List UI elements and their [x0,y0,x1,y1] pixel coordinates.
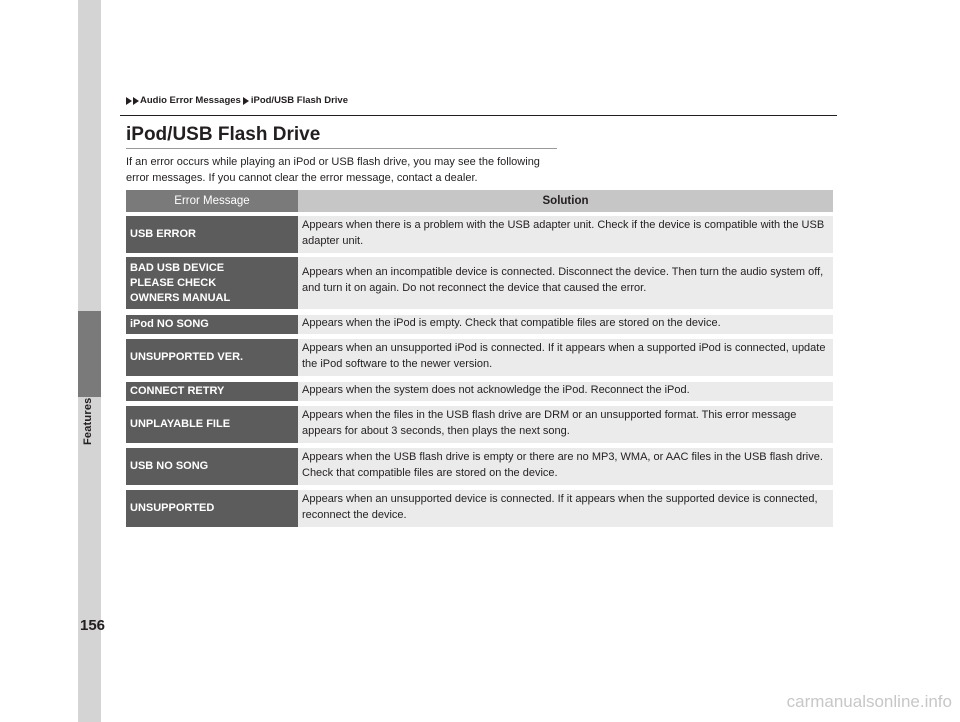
solution-cell: Appears when an unsupported device is connected. If it appears when the supported device is connected, reconnect the device. [298,490,833,527]
breadcrumb-arrow-icon [126,97,132,105]
table-row [126,315,833,334]
breadcrumb-item[interactable]: Audio Error Messages [140,95,241,106]
breadcrumb [126,95,348,106]
watermark: carmanualsonline.info [786,692,952,711]
error-message-cell [126,406,298,443]
error-message-cell [126,448,298,485]
table-row [126,382,833,401]
breadcrumb-item: iPod/USB Flash Drive [250,95,348,106]
table-row [126,216,833,253]
error-message-text: CONNECT RETRY [130,385,225,397]
error-message-cell [126,339,298,376]
error-message-cell [126,490,298,527]
solution-cell: Appears when the iPod is empty. Check that compatible files are stored on the device. [298,315,833,334]
breadcrumb-arrow-icon [243,97,249,105]
solution-cell: Appears when the files in the USB flash drive are DRM or an unsupported format. This error message appears for about 3 seconds, then plays the next song. [298,406,833,443]
error-message-table [126,190,833,527]
title-divider [126,148,557,149]
page-title: iPod/USB Flash Drive [126,124,321,145]
error-message-text: UNSUPPORTED VER. [130,351,244,363]
solution-cell: Appears when there is a problem with the USB adapter unit. Check if the device is compatible with the USB adapter unit. [298,216,833,253]
error-message-text: iPod NO SONG [130,318,209,330]
header-divider [120,115,837,116]
solution-cell: Appears when an incompatible device is connected. Disconnect the device. Then turn the audio system off, and turn it on again. Do not reconnect the device that caused the error. [298,257,833,309]
solution-cell: Appears when the USB flash drive is empty or there are no MP3, WMA, or AAC files in the USB flash drive. Check that compatible files are stored on the device. [298,448,833,485]
table-row [126,490,833,527]
error-message-cell [126,216,298,253]
error-message-cell [126,257,298,309]
error-message-text: UNPLAYABLE FILE [130,418,231,430]
error-message-cell [126,315,298,334]
table-header [126,190,833,212]
page-number: 156 [80,617,106,634]
side-tab-label: Features [82,397,94,445]
column-header-solution: Solution [542,195,589,207]
solution-cell: Appears when the system does not acknowledge the iPod. Reconnect the iPod. [298,382,833,401]
intro-text: If an error occurs while playing an iPod or USB flash drive, you may see the following error messages. If you cannot clear the error message, contact a dealer. [126,156,540,184]
breadcrumb-arrow-icon [133,97,139,105]
table-row [126,406,833,443]
column-header-error-message: Error Message [126,190,298,212]
solution-cell: Appears when an unsupported iPod is connected. If it appears when a supported iPod is connected, update the iPod software to the newer version. [298,339,833,376]
table-row [126,257,833,309]
error-message-cell [126,382,298,401]
error-message-text: USB ERROR [130,228,197,240]
error-message-text: USB NO SONG [130,460,209,472]
table-row [126,448,833,485]
error-message-text: UNSUPPORTED [130,502,215,514]
table-row [126,339,833,376]
error-message-text: BAD USB DEVICE PLEASE CHECK OWNERS MANUAL [130,261,231,304]
